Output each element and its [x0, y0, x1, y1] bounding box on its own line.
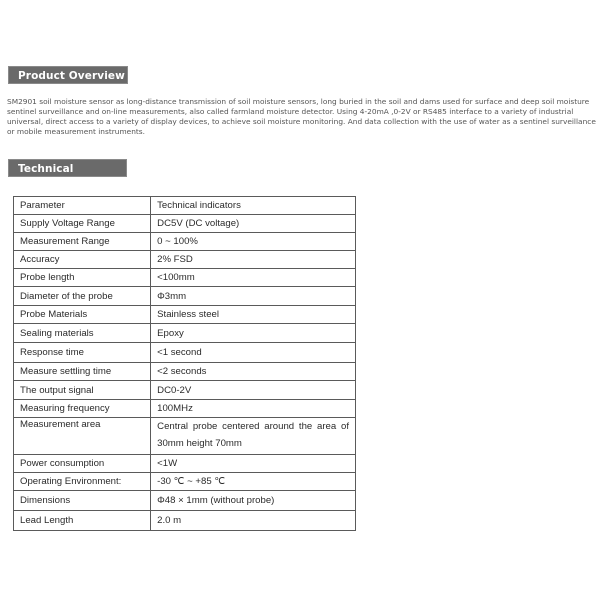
product-overview-text: SM2901 soil moisture sensor as long-distance transmission of soil moisture sensors, long buried in the soil and dams used for surface and deep soil moisture sentinel surveillance and on-line measurements, also called farmland moisture detector. Using 4-20mA ,0-2V or RS485 interface to a variety of industrial universal, direct access to a variety of display devices, to achieve soil moisture monitoring. And data collection with the use of water as a sentinel surveillance or mobile measurement instruments.	[7, 97, 596, 136]
column-header-technical-indicators: Technical indicators	[151, 197, 356, 215]
table-row	[14, 511, 356, 531]
product-overview-heading: Product Overview	[8, 66, 128, 84]
value-cell: Central probe centered around the area of 30mm height 70mm	[151, 418, 356, 455]
parameter-cell: Dimensions	[14, 491, 151, 511]
value-cell: 2.0 m	[151, 511, 356, 531]
table-row	[14, 491, 356, 511]
parameter-cell: Sealing materials	[14, 324, 151, 343]
column-header-parameter: Parameter	[14, 197, 151, 215]
technical-parameters-heading: Technical Parameters	[8, 159, 127, 177]
parameter-cell: The output signal	[14, 381, 151, 400]
parameter-cell: Measurement area	[14, 418, 151, 455]
value-cell: Φ48 × 1mm (without probe)	[151, 491, 356, 511]
value-cell: <1W	[151, 455, 356, 473]
value-cell: DC0-2V	[151, 381, 356, 400]
parameter-cell: Accuracy	[14, 251, 151, 269]
value-cell: 2% FSD	[151, 251, 356, 269]
table-row	[14, 287, 356, 306]
parameter-cell: Supply Voltage Range	[14, 215, 151, 233]
value-cell: Stainless steel	[151, 306, 356, 324]
value-cell: <1 second	[151, 343, 356, 363]
table-row	[14, 251, 356, 269]
value-cell: <2 seconds	[151, 363, 356, 381]
table-row	[14, 215, 356, 233]
table-row	[14, 363, 356, 381]
table-row	[14, 324, 356, 343]
parameter-cell: Probe Materials	[14, 306, 151, 324]
value-cell: -30 ℃ ~ +85 ℃	[151, 473, 356, 491]
table-row	[14, 269, 356, 287]
technical-parameters-table	[13, 196, 356, 531]
parameter-cell: Measurement Range	[14, 233, 151, 251]
table-row	[14, 343, 356, 363]
table-header-row	[14, 197, 356, 215]
parameter-cell: Probe length	[14, 269, 151, 287]
table-row	[14, 455, 356, 473]
table-row	[14, 381, 356, 400]
parameter-cell: Response time	[14, 343, 151, 363]
value-cell: Epoxy	[151, 324, 356, 343]
table-row	[14, 400, 356, 418]
table-row	[14, 233, 356, 251]
table-row	[14, 306, 356, 324]
value-cell: DC5V (DC voltage)	[151, 215, 356, 233]
parameter-cell: Diameter of the probe	[14, 287, 151, 306]
parameter-cell: Power consumption	[14, 455, 151, 473]
parameter-cell: Measuring frequency	[14, 400, 151, 418]
table-row	[14, 418, 356, 455]
parameter-cell: Lead Length	[14, 511, 151, 531]
value-cell: <100mm	[151, 269, 356, 287]
table-row	[14, 473, 356, 491]
value-cell: 100MHz	[151, 400, 356, 418]
value-cell: Φ3mm	[151, 287, 356, 306]
parameter-cell: Measure settling time	[14, 363, 151, 381]
value-cell: 0 ~ 100%	[151, 233, 356, 251]
parameter-cell: Operating Environment:	[14, 473, 151, 491]
